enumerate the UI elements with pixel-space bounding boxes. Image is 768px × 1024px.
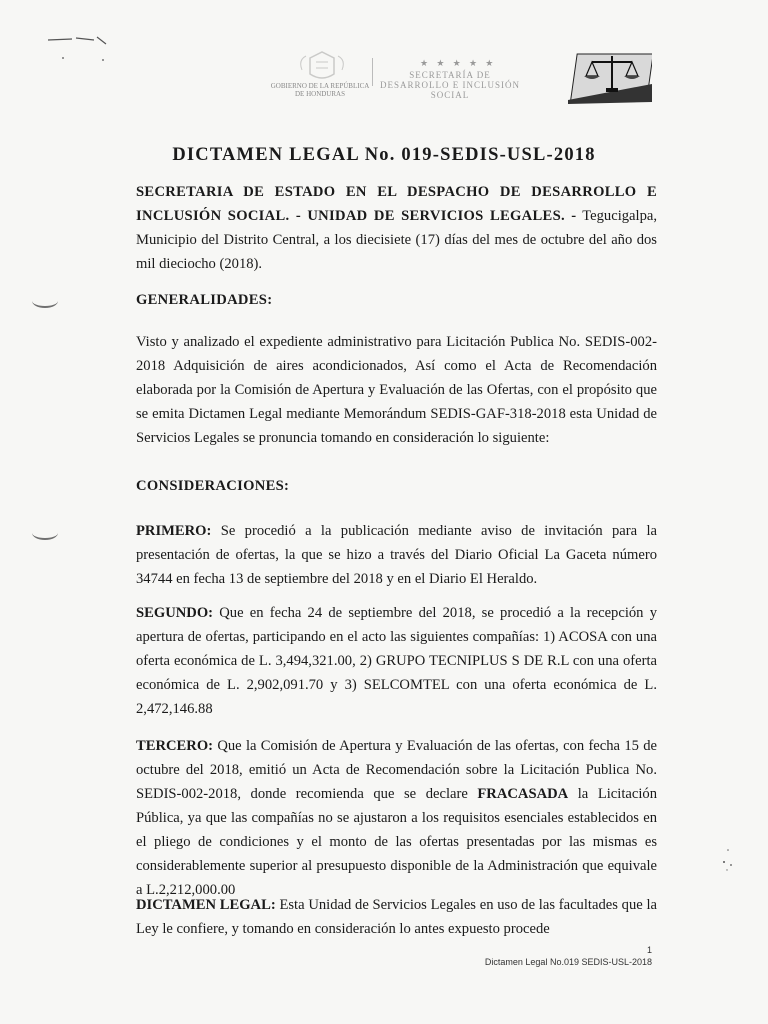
segundo-paragraph <box>136 601 657 721</box>
intro-text: Tegucigalpa, Municipio del Distrito Central, a los diecisiete (17) días del mes de octubre del año dos mil dieciocho (2018). <box>136 208 657 272</box>
scan-speck <box>718 846 738 876</box>
primero-paragraph <box>136 519 657 591</box>
punch-hole-mark <box>32 526 58 540</box>
tercero-text-b: la Licitación Pública, ya que las compañías no se ajustaron a los requisitos esenciales establecidos en el pliego de condiciones y el monto de las ofertas presentadas por las mismas es considerablemente superior al presupuesto disponible de la Administración que equivale a L.2,212,000.00 <box>136 786 657 898</box>
scales-of-justice-icon <box>568 48 652 104</box>
tercero-text-a: Que la Comisión de Apertura y Evaluación de las ofertas, con fecha 15 de octubre del 2018, emitió un Acta de Recomendación sobre la Licitación Publica No. SEDIS-002-2018, donde recomienda que se declare <box>136 738 657 802</box>
generalidades-title: GENERALIDADES: <box>136 292 273 308</box>
consideraciones-title: CONSIDERACIONES: <box>136 478 290 494</box>
dictamen-label: DICTAMEN LEGAL: <box>136 897 276 913</box>
generalidades-paragraph: Visto y analizado el expediente administrativo para Licitación Publica No. SEDIS-002-2018 Adquisición de aires acondicionados, Así como el Acta de Recomendación elaborada por la Comisión de Apertura y Evaluación de las Ofertas, con el propósito que se emita Dictamen Legal mediante Memorándum SEDIS-GAF-318-2018 esta Unidad de Servicios Legales se pronuncia tomando en consideración lo siguiente: <box>136 334 657 446</box>
primero-label: PRIMERO: <box>136 523 212 539</box>
page-number: 1 <box>646 945 652 955</box>
tercero-label: TERCERO: <box>136 738 214 754</box>
intro-heading: SECRETARIA DE ESTADO EN EL DESPACHO DE DESARROLLO E INCLUSIÓN SOCIAL. - UNIDAD DE SERVICIOS LEGALES. - <box>136 184 657 224</box>
header-divider <box>372 58 373 86</box>
tercero-paragraph <box>136 734 657 902</box>
fracasada-text: FRACASADA <box>477 786 569 802</box>
government-seal-text: GOBIERNO DE LA REPÚBLICA DE HONDURAS <box>270 82 370 98</box>
footer-reference: Dictamen Legal No.019 SEDIS-USL-2018 <box>484 957 652 967</box>
dictamen-text: Esta Unidad de Servicios Legales en uso de las facultades que la Ley le confiere, y tomando en consideración lo antes expuesto procede <box>136 897 657 937</box>
segundo-text: Que en fecha 24 de septiembre del 2018, se procedió a la recepción y apertura de ofertas, participando en el acto las siguientes compañías: 1) ACOSA con una oferta económica de L. 3,494,321.00, 2) GRUPO TECNIPLUS S DE R.L con una oferta económica de L. 2,902,091.70 y 3) SELCOMTEL con una oferta económica de L. 2,472,146.88 <box>136 605 657 717</box>
punch-hole-mark <box>32 294 58 308</box>
secretaria-logo-text: SECRETARÍA DE DESARROLLO E INCLUSIÓN SOCIAL <box>380 70 520 100</box>
primero-text: Se procedió a la publicación mediante aviso de invitación para la presentación de ofertas, la que se hizo a través del Diario Oficial La Gaceta número 34744 en fecha 13 de septiembre del 2018 y en el Diario El Heraldo. <box>136 523 657 587</box>
segundo-label: SEGUNDO: <box>136 605 214 621</box>
header-stars: ★ ★ ★ ★ ★ <box>420 58 497 68</box>
scribble-mark <box>42 30 112 70</box>
intro-paragraph <box>136 180 657 276</box>
dictamen-paragraph <box>136 893 657 941</box>
document-title: DICTAMEN LEGAL No. 019-SEDIS-USL-2018 <box>172 145 596 165</box>
